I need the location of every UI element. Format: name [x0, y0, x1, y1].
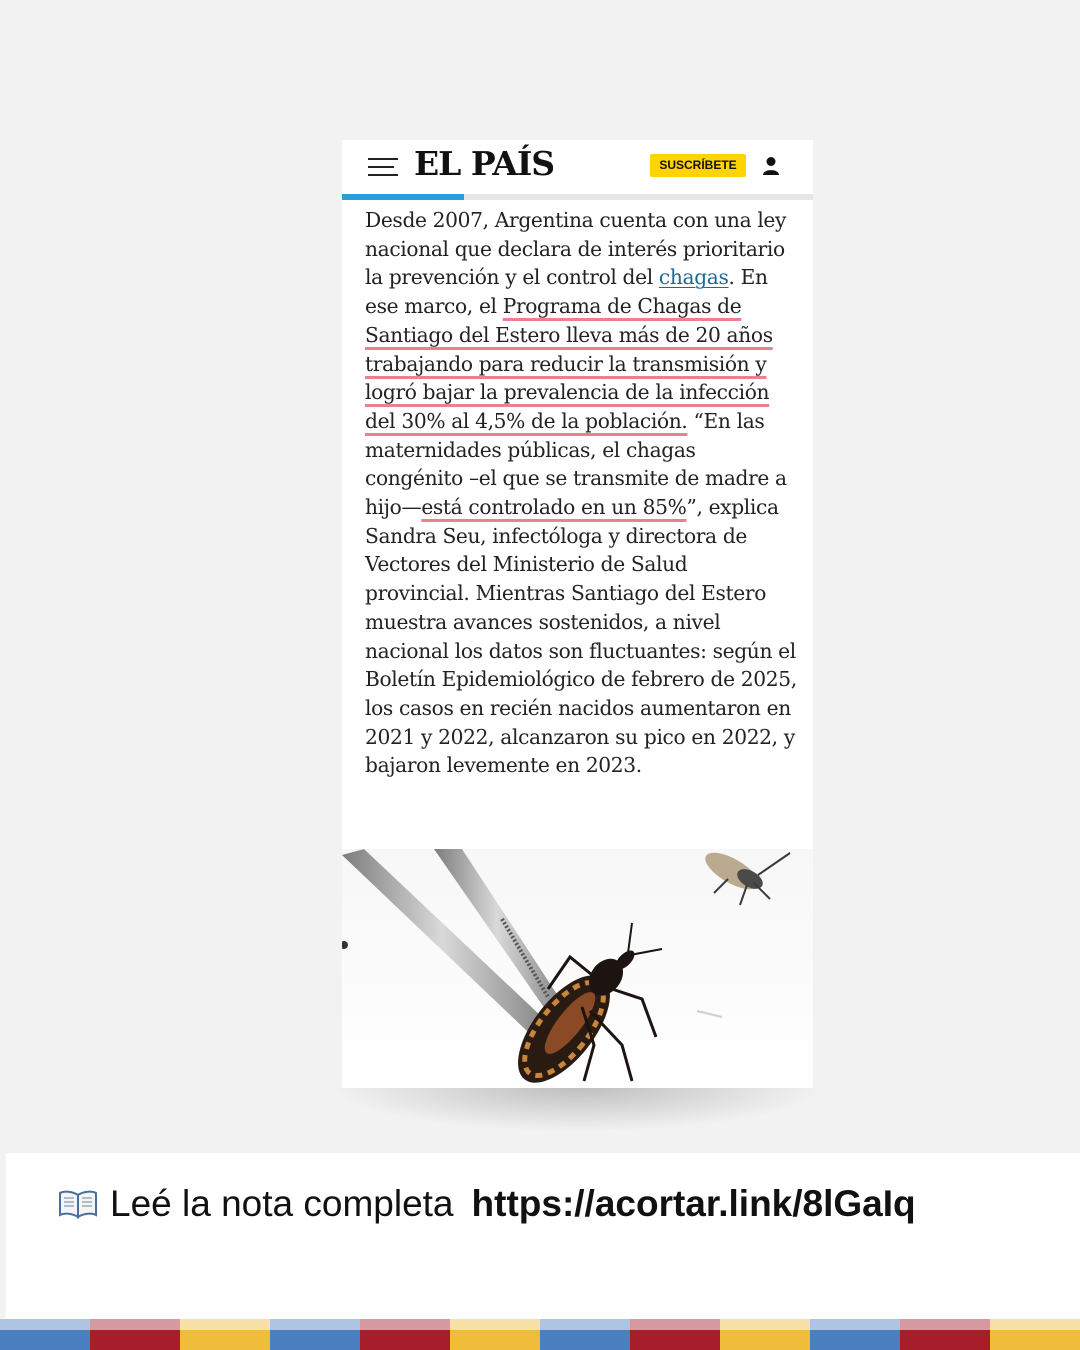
- card-shadow: [330, 1086, 825, 1132]
- user-icon[interactable]: [762, 156, 780, 176]
- article-text: Desde 2007, Argentina cuenta con una ley nacional que declara de interés prioritario la prevención y el control del: [365, 208, 787, 290]
- stripe-segment: [0, 1319, 90, 1350]
- read-more-text: Leé la nota completa: [110, 1183, 454, 1224]
- subscribe-button[interactable]: SUSCRÍBETE: [650, 154, 746, 177]
- open-book-icon: [58, 1189, 98, 1219]
- stripe-segment: [90, 1319, 180, 1350]
- read-more-line: [58, 1176, 916, 1232]
- article-body: [365, 206, 797, 780]
- highlighted-text: Programa de Chagas de Santiago del Estero lleva más de 20 años trabajando para reducir la transmisión y logró bajar la prevalencia de la infección del 30% al 4,5% de la población.: [365, 294, 773, 433]
- menu-icon[interactable]: [368, 157, 398, 177]
- site-header: [342, 140, 813, 194]
- stripe-segment: [270, 1319, 360, 1350]
- stripe-segment: [180, 1319, 270, 1350]
- kissing-bug-photo: [342, 849, 813, 1088]
- article-link[interactable]: https://acortar.link/8lGaIq: [471, 1183, 916, 1224]
- stripe-segment: [810, 1319, 900, 1350]
- reading-progress-bar: [342, 194, 813, 200]
- site-logo[interactable]: EL PAÍS: [414, 144, 555, 183]
- stripe-segment: [360, 1319, 450, 1350]
- reading-progress-fill: [342, 194, 464, 200]
- article-paragraph: [365, 206, 797, 780]
- article-screenshot-card: [342, 140, 813, 1088]
- stripe-segment: [540, 1319, 630, 1350]
- article-text: “En las maternidades públicas, el chagas congénito –el que se transmite de madre a hijo—: [365, 408, 787, 520]
- stripe-segment: [450, 1319, 540, 1350]
- chagas-link[interactable]: chagas: [658, 265, 729, 290]
- stripe-segment: [720, 1319, 810, 1350]
- article-text: . En ese marco, el: [365, 265, 768, 319]
- decorative-color-stripe: [0, 1319, 1080, 1350]
- stripe-segment: [990, 1319, 1080, 1350]
- highlighted-text: está controlado en un 85%: [421, 495, 687, 520]
- stripe-segment: [630, 1319, 720, 1350]
- stripe-segment: [900, 1319, 990, 1350]
- article-text: ”, explica Sandra Seu, infectóloga y directora de Vectores del Ministerio de Salud provincial. Mientras Santiago del Estero muestra avances sostenidos, a nivel nacional los datos son fluctuantes: según el Boletín Epidemiológico de febrero de 2025, los casos en recién nacidos aumentaron en 2021 y 2022, alcanzaron su pico en 2022, y bajaron levemente en 2023.: [365, 495, 797, 778]
